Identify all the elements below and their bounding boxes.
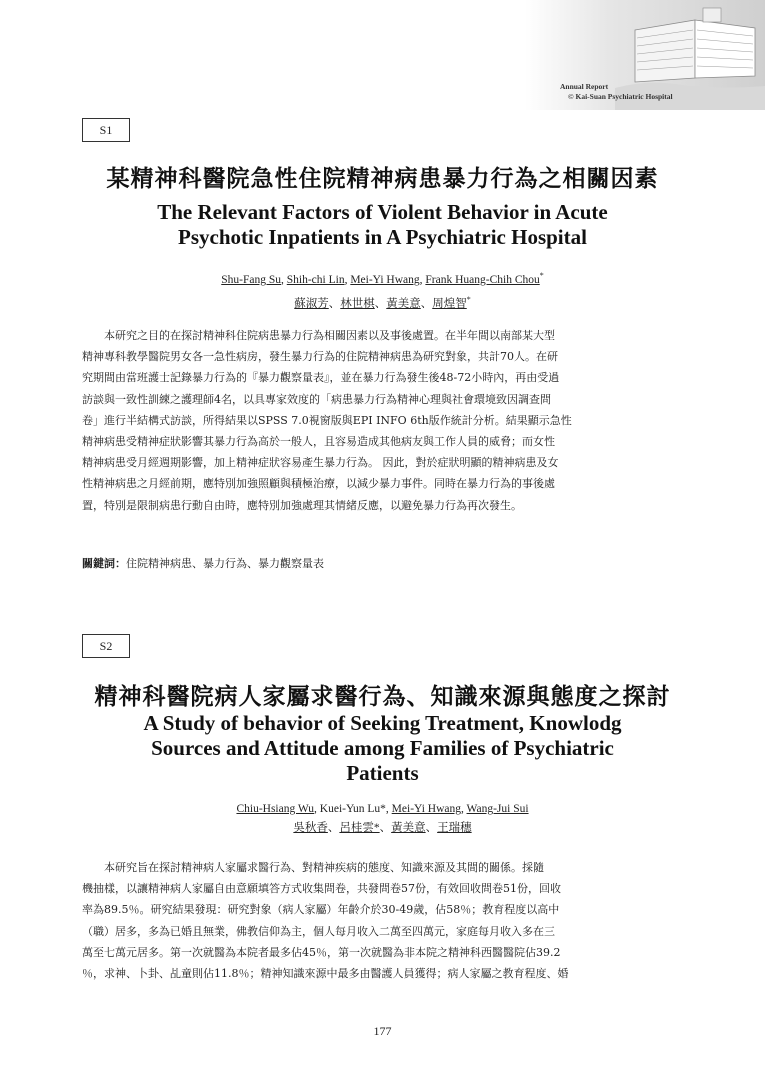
annual-report-line2: © Kai-Suan Psychiatric Hospital — [568, 92, 673, 101]
author-name-zh: 蘇淑芳 — [294, 297, 329, 310]
abstract-line: 精神專科教學醫院男女各一急性病房，發生暴力行為的住院精神病患為研究對象，共計70人。在研 — [82, 350, 558, 364]
keywords-label: 關鍵詞： — [82, 557, 126, 570]
abstract-line: 訪談與一致性訓練之護理師4名，以具專家效度的「病患暴力行為精神心理與社會環境致因調查問 — [82, 392, 551, 406]
keywords-text: 住院精神病患、暴力行為、暴力觀察量表 — [126, 557, 324, 570]
abstract-line: 卷」進行半結構式訪談，所得結果以SPSS 7.0視窗版與EPI INFO 6th版作統計分析。結果顯示急性 — [82, 413, 572, 427]
s2-authors-en: Chiu-Hsiang Wu, Kuei-Yun Lu*, Mei-Yi Hwang, Wang-Jui Sui — [236, 803, 529, 815]
abstract-line: 性精神病患之月經前期，應特別加強照顧與積極治療，以減少暴力事件。同時在暴力行為的事後處 — [82, 477, 555, 491]
annual-report-label — [560, 82, 673, 102]
author-name: Frank Huang-Chih Chou — [425, 273, 540, 286]
annual-report-line1: Annual Report — [560, 82, 609, 91]
abstract-line: ％，求神、卜卦、乩童則佔11.8％；精神知識來源中最多由醫護人員獲得；病人家屬之教育程度、婚 — [82, 967, 569, 981]
s2-title-zh: 精神科醫院病人家屬求醫行為、知識來源與態度之探討 — [94, 683, 671, 710]
author-name-zh: 王瑞穗 — [437, 822, 472, 834]
abstract-line: 精神病患受精神症狀影響其暴力行為高於一般人，且容易造成其他病友與工作人員的威脅；而女性 — [82, 435, 555, 449]
author-name: Shu-Fang Su — [221, 273, 281, 286]
s2-title-en — [90, 711, 675, 786]
abstract-line: 本研究之目的在探討精神科住院病患暴力行為相關因素以及事後處置。在半年間以南部某大型 — [82, 329, 555, 342]
s1-keywords — [82, 555, 324, 571]
s1-title-zh: 某精神科醫院急性住院精神病患暴力行為之相關因素 — [106, 165, 659, 192]
author-mark: * — [539, 271, 544, 280]
s1-title-en-line: Psychotic Inpatients in A Psychiatric Hospital — [178, 225, 587, 249]
abstract-line: 率為89.5％。研究結果發現：研究對象（病人家屬）年齡介於30-49歲，佔58％；教育程度以高中 — [82, 903, 560, 917]
abstract-line: （職）居多，多為已婚且無業，佛教信仰為主，個人每月收入二萬至四萬元，家庭每月收入多在三 — [82, 924, 555, 938]
author-name-zh: 黃美意 — [386, 297, 421, 310]
author-name: Kuei-Yun Lu* — [319, 803, 386, 815]
s2-authors — [0, 800, 765, 838]
s1-tag: S1 — [82, 118, 130, 142]
abstract-line: 機抽樣，以讓精神病人家屬自由意願填答方式收集問卷，共發問卷57份，有效回收問卷51份，回收 — [82, 882, 561, 896]
s1-abstract — [82, 325, 684, 516]
s2-title-en-line: Sources and Attitude among Families of Psychiatric — [151, 736, 614, 760]
s1-authors-zh: 蘇淑芳、林世棋、黃美意、周煌智* — [294, 294, 471, 310]
page-number: 177 — [373, 1024, 392, 1038]
author-name-zh: 呂桂雲* — [339, 822, 380, 834]
author-name-zh: 周煌智 — [432, 297, 467, 310]
author-name-zh: 黃美意 — [391, 822, 426, 834]
s2-tag: S2 — [82, 634, 130, 658]
author-name-zh: 吳秋香 — [293, 822, 328, 834]
author-name: Shih-chi Lin — [286, 273, 345, 286]
abstract-line: 置，特別是限制病患行動自由時，應特別加強處理其情緒反應，以避免暴力行為再次發生。 — [82, 498, 522, 512]
s2-authors-zh: 吳秋香、呂桂雲*、黃美意、王瑞穗 — [293, 822, 472, 834]
author-name: Mei-Yi Hwang — [350, 273, 420, 286]
s1-authors-en: Shu-Fang Su, Shih-chi Lin, Mei-Yi Hwang, Frank Huang-Chih Chou* — [221, 271, 544, 286]
s1-authors — [0, 266, 765, 314]
author-name: Chiu-Hsiang Wu — [236, 803, 315, 815]
abstract-line: 究期間由當班護士記錄暴力行為的『暴力觀察量表』，並在暴力行為發生後48-72小時內，再由受過 — [82, 371, 560, 385]
author-name: Wang-Jui Sui — [466, 803, 529, 815]
author-mark: * — [466, 294, 471, 304]
author-name-zh: 林世棋 — [340, 297, 375, 310]
s2-title-en-line: Patients — [346, 761, 419, 785]
abstract-line: 萬至七萬元居多。第一次就醫為本院者最多佔45％，第一次就醫為非本院之精神科西醫醫院佔39.2 — [82, 945, 561, 959]
s1-title-en — [90, 200, 675, 250]
author-name: Mei-Yi Hwang — [391, 803, 461, 815]
abstract-line: 本研究旨在探討精神病人家屬求醫行為、對精神疾病的態度、知識來源及其間的關係。採隨 — [82, 861, 544, 874]
abstract-line: 精神病患受月經週期影響，加上精神症狀容易產生暴力行為。 因此，對於症狀明顯的精神病患及女 — [82, 456, 559, 470]
s1-title-en-line: The Relevant Factors of Violent Behavior in Acute — [157, 200, 608, 224]
s2-abstract — [82, 857, 684, 984]
s2-title-en-line: A Study of behavior of Seeking Treatment, Knowlodg — [143, 711, 622, 735]
